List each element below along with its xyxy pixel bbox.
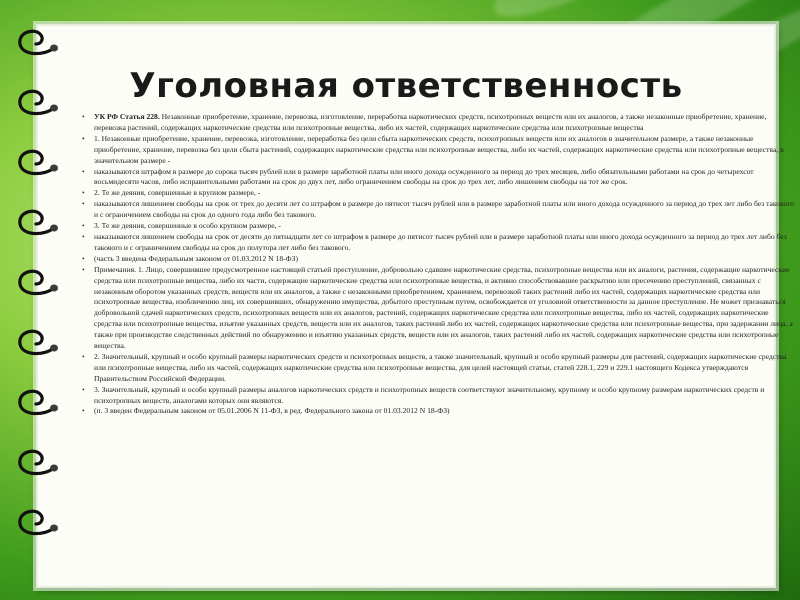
item-text: 3. Те же деяния, совершенные в особо крупном размере, - xyxy=(94,221,281,231)
list-item xyxy=(82,199,796,221)
list-item xyxy=(82,352,796,385)
item-text: (часть 3 введена Федеральным законом от 01.03.2012 N 18-ФЗ) xyxy=(94,253,298,263)
list-item xyxy=(82,112,796,134)
binder-ring-icon xyxy=(14,206,58,240)
list-item xyxy=(82,232,796,254)
item-text: (п. 3 введен Федеральным законом от 05.01.2006 N 11-ФЗ, в ред. Федерального закона от 01.03.2012 N 18-ФЗ) xyxy=(94,406,450,416)
list-item xyxy=(82,221,796,232)
article-heading: УК РФ Статья 228. xyxy=(94,112,160,121)
item-text: 3. Значительный, крупный и особо крупный размеры аналогов наркотических средств и психотропных веществ соответствуют значительному, крупному и особо крупному размерам наркотических средств и психотропных веществ, аналогами которых они являются. xyxy=(94,384,765,405)
binder-ring-icon xyxy=(14,446,58,480)
binder-ring-icon xyxy=(14,506,58,540)
binder-ring-icon xyxy=(14,266,58,300)
list-item xyxy=(82,385,796,407)
item-text: наказываются лишением свободы на срок от трех до десяти лет со штрафом в размере до пятисот тысяч рублей или в размере заработной платы или иного дохода осужденного за период до трех лет либо без такового и с ограничением свободы на срок до одного года либо без такового. xyxy=(94,199,795,220)
binder-ring-icon xyxy=(14,26,58,60)
binder-ring-icon xyxy=(14,386,58,420)
item-text: Примечания. 1. Лицо, совершившее предусмотренное настоящей статьей преступление, добровольно сдавшее наркотические средства, психотропные вещества или их аналоги, растения, содержащие наркотические средства или психотропные вещества, либо их части, содержащие наркотические средства или психотропные вещества, и активно способствовавшее раскрытию или пресечению преступлений, связанных с незаконным оборотом указанных средств, веществ или их аналогов, а также с незаконными приобретением, хранением, перевозкой таких растений либо их частей, содержащих наркотические средства или психотропные вещества, изобличению лиц, их совершивших, обнаружению имущества, добытого преступным путем, освобождается от уголовной ответственности за данное преступление. Не может признаваться добровольной сдачей наркотических средств, психотропных веществ или их аналогов, растений, содержащих наркотические средства или психотропные вещества, либо их частей, содержащих наркотические средства или психотропные вещества, изъятие указанных средств, веществ или их аналогов, таких растений либо их частей, содержащих наркотические средства или психотропные вещества, при задержании лица, а также при производстве следственных действий по обнаружению и изъятию указанных средств, веществ или их аналогов, таких растений либо их частей, содержащих наркотические средства или психотропные вещества. xyxy=(94,264,793,351)
notebook-page xyxy=(36,24,795,588)
binder-ring-icon xyxy=(14,146,58,180)
item-text: наказываются штрафом в размере до сорока тысяч рублей или в размере заработной платы или иного дохода осужденного за период до трех месяцев, либо обязательными работами на срок до четырехсот восьмидесяти часов, либо исправительными работами на срок до двух лет, либо ограничением свободы на срок до трех лет, либо лишением свободы на тот же срок. xyxy=(94,166,754,187)
list-item xyxy=(82,406,796,417)
article-text-list xyxy=(82,112,796,417)
item-text: 2. Те же деяния, совершенные в крупном размере, - xyxy=(94,188,261,198)
binder-ring-icon xyxy=(14,86,58,120)
list-item xyxy=(82,188,796,199)
binder-ring-icon xyxy=(14,326,58,360)
list-item xyxy=(82,167,796,189)
item-text: 2. Значительный, крупный и особо крупный размеры наркотических средств и психотропных веществ, а также значительный, крупный и особо крупный размеры для растений, содержащих наркотические средства или психотропные вещества, либо их частей, содержащих наркотические средства или психотропные вещества, для целей настоящей статьи, статей 228.1, 229 и 229.1 настоящего Кодекса утверждаются Правительством Российской Федерации. xyxy=(94,351,787,383)
list-item xyxy=(82,265,796,352)
list-item xyxy=(82,254,796,265)
list-item xyxy=(82,134,796,167)
item-text: наказываются лишением свободы на срок от десяти до пятнадцати лет со штрафом в размере до пятисот тысяч рублей или в размере заработной платы или иного дохода осужденного за период до трех лет либо без такового и с ограничением свободы на срок до полутора лет либо без такового. xyxy=(94,231,787,252)
page-title: Уголовная ответственность xyxy=(129,66,683,106)
item-text: 1. Незаконные приобретение, хранение, перевозка, изготовление, переработка без цели сбыта наркотических средств, психотропных веществ или их аналогов в значительном размере, а также незаконные приобретение, хранение, перевозка без цели сбыта растений, содержащих наркотические средства или психотропные вещества, либо их частей, содержащих наркотические средства или психотропные вещества, в значительном размере - xyxy=(94,133,784,165)
item-text: Незаконные приобретение, хранение, перевозка, изготовление, переработка наркотических средств, психотропных веществ или их аналогов, а также незаконные приобретение, хранение, перевозка растений, содержащих наркотические средства или психотропные вещества, либо их частей, содержащих наркотические средства или психотропные вещества xyxy=(94,112,767,132)
